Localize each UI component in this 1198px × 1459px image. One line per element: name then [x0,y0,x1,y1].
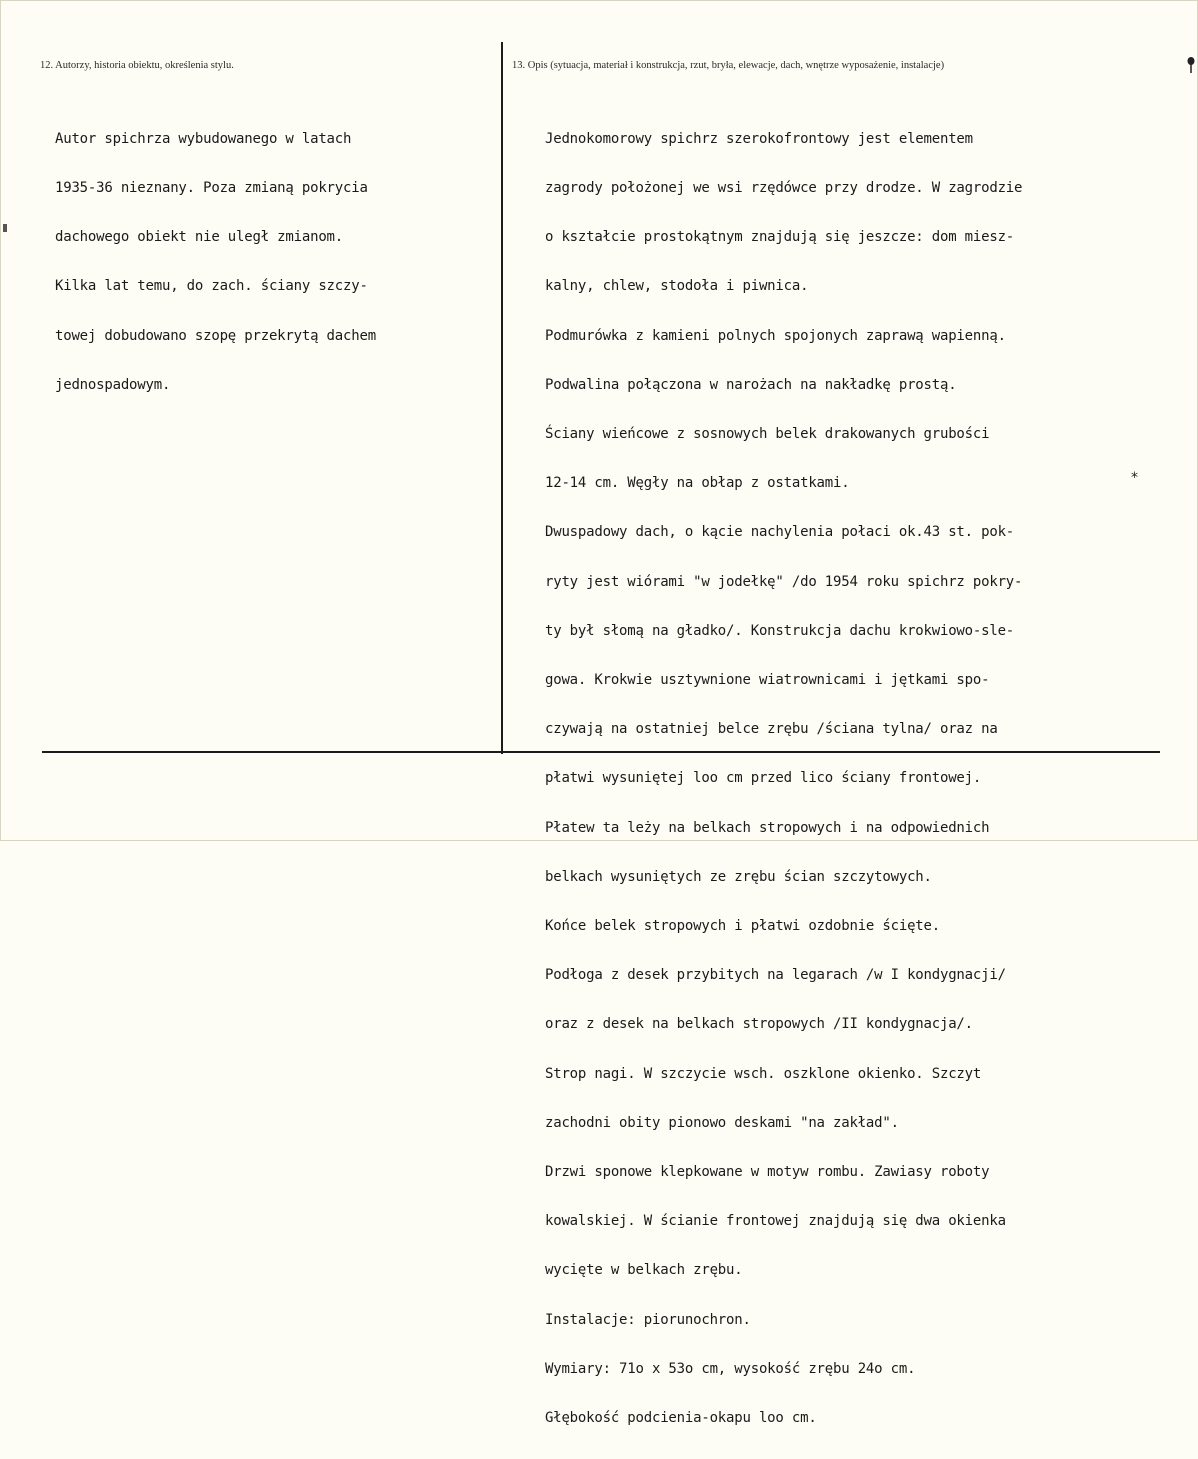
section-13-body [545,98,1022,1459]
text-line: Płatew ta leży na belkach stropowych i na odpowiednich [545,819,990,836]
column-divider [501,42,503,754]
text-line: oraz z desek na belkach stropowych /II kondygnacja/. [545,1016,973,1033]
text-line: Instalacje: piorunochron. [545,1311,751,1328]
margin-asterisk: * [1131,470,1138,486]
text-line: Wymiary: 71o x 53o cm, wysokość zrębu 24o cm. [545,1360,916,1377]
text-line: płatwi wysuniętej loo cm przed lico ściany frontowej. [545,770,982,787]
text-line: kalny, chlew, stodoła i piwnica. [545,278,809,295]
text-line: czywają na ostatniej belce zrębu /ściana tylna/ oraz na [545,721,998,738]
text-line: ty był słomą na gładko/. Konstrukcja dachu krokwiowo-sle- [545,622,1015,639]
text-line: Autor spichrza wybudowanego w latach [55,130,352,147]
text-line: jednospadowym. [55,376,171,393]
text-line: Dwuspadowy dach, o kącie nachylenia połaci ok.43 st. pok- [545,524,1015,541]
text-line: 12-14 cm. Węgły na obłap z ostatkami. [545,475,850,492]
text-line: 1935-36 nieznany. Poza zmianą pokrycia [55,180,368,197]
margin-tick [3,224,7,232]
text-line: Głębokość podcienia-okapu loo cm. [545,1410,817,1427]
text-line: belkach wysuniętych ze zrębu ścian szczytowych. [545,868,932,885]
section-12-body [55,98,376,426]
text-line: Podmurówka z kamieni polnych spojonych zaprawą wapienną. [545,327,1006,344]
section-12-header: 12. Autorzy, historia obiektu, określenia stylu. [40,60,234,71]
text-line: Drzwi sponowe klepkowane w motyw rombu. Zawiasy roboty [545,1164,990,1181]
text-line: wycięte w belkach zrębu. [545,1262,743,1279]
text-line: Końce belek stropowych i płatwi ozdobnie ścięte. [545,918,940,935]
text-line: Podwalina połączona w narożach na nakładkę prostą. [545,376,957,393]
section-13-header: 13. Opis (sytuacja, materiał i konstrukcja, rzut, bryła, elewacje, dach, wnętrze wyposażenie, instalacje) [512,60,945,71]
text-line: Podłoga z desek przybitych na legarach /w I kondygnacji/ [545,967,1006,984]
text-line: Strop nagi. W szczycie wsch. oszklone okienko. Szczyt [545,1065,982,1082]
pin-marker-icon [1186,56,1196,74]
text-line: o kształcie prostokątnym znajdują się jeszcze: dom miesz- [545,229,1015,246]
text-line: towej dobudowano szopę przekrytą dachem [55,327,376,344]
text-line: zachodni obity pionowo deskami "na zakład". [545,1114,899,1131]
text-line: Ściany wieńcowe z sosnowych belek drakowanych grubości [545,426,990,443]
text-line: kowalskiej. W ścianie frontowej znajdują się dwa okienka [545,1213,1006,1230]
text-line: Jednokomorowy spichrz szerokofrontowy jest elementem [545,130,973,147]
text-line: Kilka lat temu, do zach. ściany szczy- [55,278,368,295]
text-line: gowa. Krokwie usztywnione wiatrownicami i jętkami spo- [545,672,990,689]
text-line: dachowego obiekt nie uległ zmianom. [55,229,344,246]
text-line: ryty jest wiórami "w jodełkę" /do 1954 roku spichrz pokry- [545,573,1023,590]
text-line: zagrody położonej we wsi rzędówce przy drodze. W zagrodzie [545,180,1023,197]
